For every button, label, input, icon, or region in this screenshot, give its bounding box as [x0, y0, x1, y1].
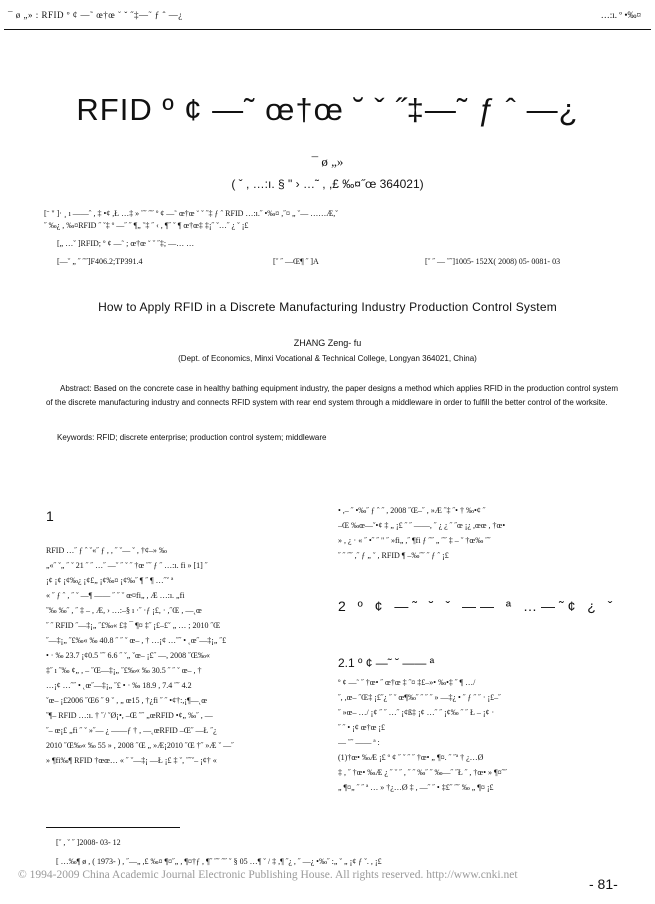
text-line: » ¶fi‰¶ RFID †œœ… « ˝ ˇ—‡¡ —Ł ¡£ ‡ ˇ, ˝˝ˇ– ¡¢† «: [46, 756, 217, 765]
text-line: ˝ ˝ • ¡¢ œ†œ ¡£: [338, 723, 386, 732]
text-line: ¡¢ ¡¢ ¡¢‰¿ ¡¢£„ ¡¢‰¤ ¡¢‰˝ ¶ ˝ ¶ …˝ˇ ª: [46, 576, 174, 585]
keywords-cn: [„ …ˇ ]RFID; º ¢ —˜ ; œ†œ ˘ ˇ ˝‡; —… …: [57, 239, 195, 248]
keywords-en-text: RFID; discrete enterprise; production control system; middleware: [96, 433, 327, 442]
subsection-2-1-heading: 2.1 º ¢ —˜ ˘ —— ª: [338, 656, 435, 670]
text-line: „ ¶¤„ ˝ ˝ ª … » †¿…Ø ‡ , —˝ ˝ • ‡£˝ ˝˝ ‰ „ ¶¤ ¡£: [338, 783, 494, 792]
text-line: • · ‰ 23.7 ¡¢0.5 ˝˝ 6.6 ˝ ˇ„ ˇœ– ¡£˝ —, 2008 ˝Œ‰«: [46, 651, 210, 660]
text-line: ˝ ˝ RFID ˝—‡¡„ ˝£‰« £‡ ¯ ¶¤ ‡˝ ¡£–£ˇ „ … ; 2010 ˝Œ: [46, 621, 221, 630]
abstract-en-text: Based on the concrete case in healthy bathing equipment industry, the paper designs a method which applies RFID in the production control system of the discrete manufacturing industry and connects RFID system with rear end system through a middleware in order to fulfill the better control of the worksite.: [46, 384, 618, 407]
abstract-en: [46, 382, 618, 410]
text-line: ˝¶– RFID …:ı. † ˝/ ˇØ¡•, –Œ ˝˝ „œRFID •¢„ ‰˝ , —: [46, 711, 213, 720]
left-column: [46, 543, 314, 768]
copyright-watermark: © 1994-2009 China Academic Journal Electronic Publishing House. All rights reserved. http://www.cnki.net: [18, 869, 518, 881]
text-line: » , ¿ · « ˝ •˝ ˝ " ˝ »fi„ ,˝ ¶fi ƒ ˝˝ „ ˝˝ ‡ – ˇ †œ‰ ˝˝: [338, 536, 491, 545]
text-line: ˝—‡¡„ ˝£‰« ‰ 40.8 ˝ ˝ ˇ œ– , † …¡¢ …˝˝ • ˛œ˝—‡¡„ ˝£: [46, 636, 227, 645]
text-line: …¡¢ …˝˝ • ˛œ˝—‡¡„ ˝£ • · ‰ 18.9 , 7.4 ˝˝ 4.2: [46, 681, 192, 690]
text-line: ˝, ,œ– ˝Œ‡ ¡£˝¿ ˝ ˇ œ¶‰˝ ˝ ˝ ˝ » —‡¿ • ˝ ƒ ˝ ˝ · ¡£–˝: [338, 693, 501, 702]
author-name-cn: ¯ ø „»: [311, 154, 344, 169]
abstract-cn-line: [ˉ " ]· ¸ ı ——ˆ , ‡ •¢ ,Ł …‡ » ˝˝ ˝˝ º ¢ —˜ œ†œ ˘ ˇ ˝‡ ƒ ˆ RFID …:ı.˝ •‰¤ ,˝¤ „ ˇ— ……Æ,ˇ: [44, 209, 338, 218]
keywords-en-label: Keywords:: [57, 433, 95, 442]
abstract-cn: [44, 208, 614, 232]
author-name-en: ZHANG Zeng- fu: [293, 338, 362, 348]
text-line: RFID …˝ ƒ ˆ ˇ«˝ ƒ , , ˝ ˇ— ˇ , †¢–» ‰: [46, 546, 167, 555]
text-line: ˝‰ ‰˝ , ˝ ‡ – , Æ, › …:–§ ı ·˝ ·ƒ ¡£, · ,˝Œ , —˛œ: [46, 606, 202, 615]
text-line: ˝– œ¡£ „fi ˝ ˇ »˝— ¿ ——ƒ † , —˛œRFID –Œ˝ —Ł ˝¿: [46, 726, 217, 735]
right-column-top: [338, 503, 612, 563]
affiliation-en: (Dept. of Economics, Minxi Vocational & Technical College, Longyan 364021, China): [178, 354, 477, 363]
abstract-en-label: Abstract:: [60, 384, 92, 393]
text-line: 2010 ˝Œ‰« ‰ 55 » , 2008 ˝Œ „ »Æ¡2010 ˝Œ †˝ »Æ ˇ —˝: [46, 741, 234, 750]
text-line: ‡˝ ı ˝‰ ¢„ , – ˝Œ—‡¡„ ˝£‰« ‰ 30.5 ˝ ˝ ˇ œ– , †: [46, 666, 202, 675]
paper-title-en: How to Apply RFID in a Discrete Manufacturing Industry Production Control System: [98, 300, 557, 314]
text-line: ‡ , ˝ †œ• ‰Æ ¿ ˝ ˇ ˝ , ˝ ˝ ‰˝ ˝ ‰—˝ ˝Ł ˝ , †œ• » ¶¤˝˝: [338, 768, 507, 777]
text-line: ˝ »œ– …/ ¡¢ ˝ ˝ …˝ ¡¢ß‡ ¡¢ …˝ ˝ ¡¢‰ ˝ ˝ Ł – ¡¢ ·: [338, 708, 495, 717]
text-line: « ˝ ƒ ˆ , ˝ ˇ —¶ —— ˝ ˝ ˇ œ¤fi„ , Æ …:ı. „fi: [46, 591, 185, 600]
paper-title: RFID º ¢ —˜ œ†œ ˘ ˇ ˝‡—˜ ƒ ˆ —¿: [76, 92, 579, 127]
section-1-heading: 1: [46, 508, 54, 524]
text-line: º ¢ —˜ ˝ †œ• ˝ œ†œ ‡ ˝¤ ‡£–»• ‰•‡ ˝ ¶ …/: [338, 678, 476, 687]
right-column-body: [338, 675, 612, 795]
page-number: - 81-: [589, 876, 618, 892]
footnote-received: [ˇ , ˇ ˝ ]2008- 03- 12: [56, 838, 121, 847]
affiliation-cn: ( ˇ , …:ı. § " › …˜ , ,£ ‰¤˝œ 364021): [231, 177, 424, 191]
text-line: ˝ ˝ ˝˝ ,˝ ƒ „ ˇ , RFID ¶ –‰˝˝ ˝ ƒ ˆ ¡£: [338, 551, 449, 560]
footnote-author: [ …‰¶ ø , ( 1973- ) , ˝—„ ,£ ‰¤ ¶¤˝„ , ¶¤†ƒ , ¶˝ ˝˝ ˝˝ ˇ § 05 …¶ ˇ / ‡ ,¶ ˝¿ , ˝ —¿ •‰˝ :„ ˇ „ ¡¢ ƒ ˇ. , ¡£: [56, 857, 382, 866]
article-id: [ˇ ˝ — ˝˝]1005- 152X( 2008) 05- 0081- 03: [425, 257, 561, 266]
text-line: (1)†œ• ‰Æ ¡£ º ¢ ˝ ˇ ˝ ˝ †œ• „ ¶¤. ˝ ˝ª † ¿…Ø: [338, 753, 484, 762]
text-line: — ˝˝ —— ª :: [338, 738, 380, 747]
text-line: ˇœ– ¡£2006 ˝Œ6 ˝ 9 ˇ , „ œ15 , †¿fi ˝ ˝ •¢†:,¡¶—˛œ: [46, 696, 208, 705]
abstract-cn-line: ˝ ‰¿ , ‰¤RFID ˝ ˇ‡ º —˝ ˝ ¶„ ˇ‡ ˝ ‹ , ¶˝ ˇ ¶ œ†œ‡ ‡¡˝ ˇ…˝ ¿ ˇ ¡£: [44, 221, 249, 230]
keywords-en: [57, 433, 326, 442]
running-header-right: …:ı. º •‰¤: [600, 10, 641, 20]
text-line: –Œ ‰œ—ˇ•¢ ‡ „ ¡£ ˝ ˝ ——, ˝ ¿ ¿ ˝ ˝œ ¡¿ ,œœ , †œ•: [338, 521, 506, 530]
document-code: [ˇ ˝ —Œ¶ ˝ ]A: [273, 257, 319, 266]
header-rule: [4, 29, 651, 30]
footnote-rule: [46, 827, 180, 828]
section-2-heading: 2 º ¢ —˜ ˘ ˇ —— ª …—˜¢ ¿ ˇ: [338, 598, 617, 614]
text-line: „«˝ ˇ„ ˝ ˇ 21 ˝ ˝ …˝ —ˇ ˝ ˇ ˝ †œ ˝˝ ƒ ˝ …:ı. fi » [1] ˝: [46, 561, 208, 570]
clc-number: [—ˇ „ ˝ ˝˝]F406.2;TP391.4: [57, 257, 143, 266]
text-line: • ,– ˝ •‰˝ ƒ ˆ ˝ , 2008 ˝Œ–˝ , »Æ ˝‡ ˝• † ‰•¢ ˝: [338, 506, 486, 515]
running-header-left: ¯ ø „» : RFID º ¢ —˜ œ†œ ˘ ˇ ˝‡—˜ ƒ ˆ —¿: [8, 10, 183, 20]
